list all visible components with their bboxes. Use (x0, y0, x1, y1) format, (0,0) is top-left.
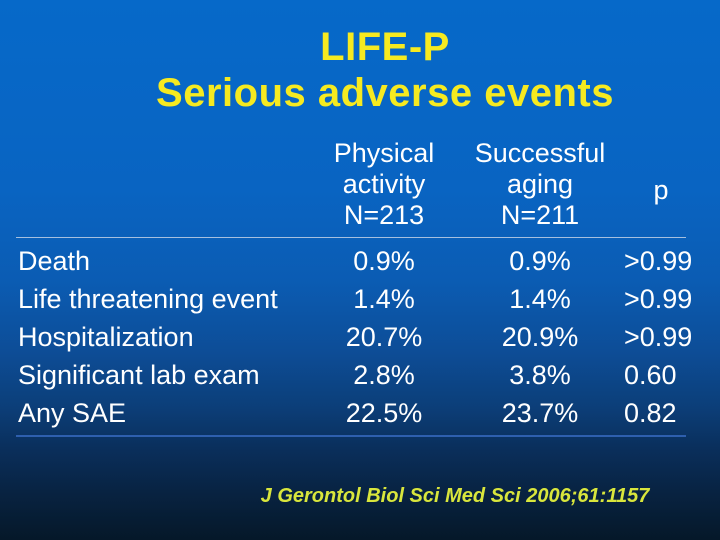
p-value: >0.99 (624, 245, 693, 276)
p-value: >0.99 (624, 283, 693, 314)
slide-title-line-1: LIFE-P (320, 25, 450, 69)
row-label: Death (18, 245, 91, 276)
successful-aging-value: 0.9% (509, 245, 571, 276)
table-row-any-sae (16, 394, 686, 432)
table-row-hospitalization (16, 318, 693, 356)
p-value: 0.60 (624, 359, 677, 390)
slide-title-line-2: Serious adverse events (156, 71, 614, 115)
successful-aging-value: 23.7% (501, 397, 579, 428)
column-header-successful-aging (458, 138, 622, 231)
header-line: N=213 (343, 200, 425, 230)
physical-activity-value: 1.4% (353, 283, 415, 314)
p-value: 0.82 (624, 397, 677, 428)
header-line: activity (342, 169, 426, 199)
successful-aging-value: 3.8% (509, 359, 571, 390)
p-value: >0.99 (624, 321, 693, 352)
physical-activity-value: 2.8% (353, 359, 415, 390)
citation: J Gerontol Biol Sci Med Sci 2006;61:1157 (260, 485, 650, 507)
table-row-life-threatening-event (16, 280, 693, 318)
column-header-p-value: p (653, 175, 669, 205)
successful-aging-value: 20.9% (501, 321, 579, 352)
physical-activity-value: 22.5% (345, 397, 423, 428)
header-line: Physical (333, 138, 435, 168)
table-row-significant-lab-exam (16, 356, 686, 394)
adverse-events-table (16, 138, 693, 437)
slide-title (50, 24, 720, 116)
physical-activity-value: 20.7% (345, 321, 423, 352)
table-bottom-rule (16, 435, 686, 437)
table-body (16, 238, 693, 432)
row-label: Any SAE (18, 397, 127, 428)
column-header-physical-activity (310, 138, 458, 231)
table-header-row (16, 138, 686, 238)
successful-aging-value: 1.4% (509, 283, 571, 314)
physical-activity-value: 0.9% (353, 245, 415, 276)
header-line: N=211 (500, 200, 580, 230)
row-label: Significant lab exam (18, 359, 260, 390)
row-label: Hospitalization (18, 321, 194, 352)
table-row-death (16, 242, 693, 280)
header-line: aging (506, 169, 574, 199)
header-line: Successful (474, 138, 606, 168)
row-label: Life threatening event (18, 283, 278, 314)
